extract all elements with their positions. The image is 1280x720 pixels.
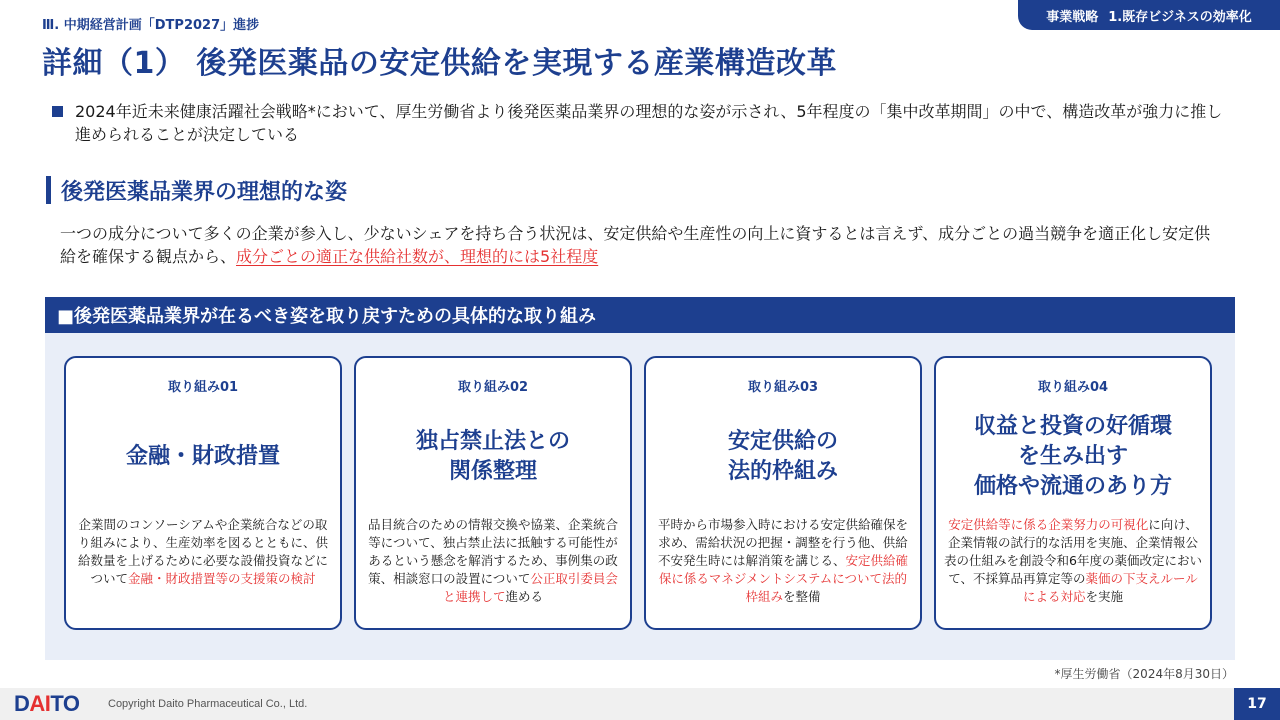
initiative-card-01 (64, 356, 342, 630)
heading-accent-bar (46, 176, 51, 204)
initiative-label: 取り組み03 (747, 380, 819, 395)
footnote: *厚生労働省（2024年8月30日） (1054, 667, 1234, 681)
initiative-title: 安定供給の 法的枠組み (727, 429, 838, 484)
initiative-body-text: 平時から市場参入時における安定供給確保を求め、需給状況の把握・調整を行う他、供給不安発生時には解消策を講じる、 (657, 517, 908, 568)
initiative-body-text: 企業間のコンソーシアムや企業統合などの取り組みにより、生産効率を図るとともに、供給数量を上げるために必要な設備投資などについて (77, 517, 328, 586)
initiative-body (364, 516, 622, 606)
initiative-body-highlight: 薬価の下支えルールによる対応 (1022, 571, 1198, 604)
initiatives-header: ■後発医薬品業界が在るべき姿を取り戻すための具体的な取り組み (45, 297, 1235, 333)
initiative-body (944, 516, 1202, 606)
initiative-body-highlight: 公正取引委員会と連携して (442, 571, 618, 604)
strategy-tag-part2: 1.既存ビジネスの効率化 (1108, 9, 1252, 25)
initiative-body-tail: 進める (505, 589, 544, 604)
initiative-label: 取り組み01 (167, 380, 239, 395)
initiative-title: 収益と投資の好循環 を生み出す 価格や流通のあり方 (973, 414, 1172, 499)
initiative-body-highlight: 金融・財政措置等の支援策の検討 (128, 571, 316, 586)
initiative-body-highlight: 安定供給確保に係るマネジメントシステムについて法的枠組み (658, 553, 909, 604)
intro-bullet (52, 100, 1232, 146)
copyright-text: Copyright Daito Pharmaceutical Co., Ltd. (108, 698, 308, 710)
logo-to: TO (50, 691, 80, 716)
initiative-body (654, 516, 912, 606)
page-title: 詳細（1） 後発医薬品の安定供給を実現する産業構造改革 (42, 46, 837, 81)
initiative-body-highlight-lead: 安定供給等に係る企業努力の可視化 (948, 517, 1149, 532)
initiative-card-04 (934, 356, 1212, 630)
intro-bullet-text: 2024年近未来健康活躍社会戦略*において、厚生労働省より後発医薬品業界の理想的な姿が示され、5年程度の「集中改革期間」の中で、構造改革が強力に推し進められることが決定している (75, 102, 1223, 144)
strategy-tag-part1: 事業戦略 (1046, 9, 1099, 25)
page-number: 17 (1234, 688, 1280, 720)
ideal-heading (46, 175, 347, 205)
initiative-card-03 (644, 356, 922, 630)
logo-ai: AI (29, 691, 51, 716)
square-bullet-icon (52, 106, 63, 117)
logo-d: D (14, 691, 30, 716)
company-logo (14, 691, 80, 717)
initiative-body-text: 品目統合のための情報交換や協業、企業統合等について、独占禁止法に抵触する可能性があるという懸念を解消するため、事例集の政策、相談窓口の設置について (367, 517, 618, 586)
strategy-tag (1018, 0, 1280, 30)
ideal-heading-text: 後発医薬品業界の理想的な姿 (61, 179, 348, 205)
ideal-description-text: 一つの成分について多くの企業が参入し、少ないシェアを持ち合う状況は、安定供給や生産性の向上に資するとは言えず、成分ごとの過当競争を適正化し安定供給を確保する観点から、 (60, 224, 1211, 266)
initiative-body-tail: を実施 (1085, 589, 1124, 604)
initiative-title: 金融・財政措置 (125, 444, 280, 469)
initiative-card-02 (354, 356, 632, 630)
initiative-title: 独占禁止法との 関係整理 (415, 429, 570, 484)
initiative-body (74, 516, 332, 588)
initiative-body-text: に向け、企業情報の試行的な活用を実施、企業情報公表の仕組みを創設令和6年度の薬価改定において、不採算品再算定等の (944, 517, 1202, 586)
ideal-description (60, 222, 1220, 268)
ideal-description-highlight: 成分ごとの適正な供給社数が、理想的には5社程度 (236, 247, 599, 266)
initiative-label: 取り組み04 (1037, 380, 1109, 395)
initiative-body-tail: を整備 (783, 589, 821, 604)
section-label: Ⅲ. 中期経営計画「DTP2027」進捗 (42, 18, 260, 33)
initiative-label: 取り組み02 (457, 380, 529, 395)
